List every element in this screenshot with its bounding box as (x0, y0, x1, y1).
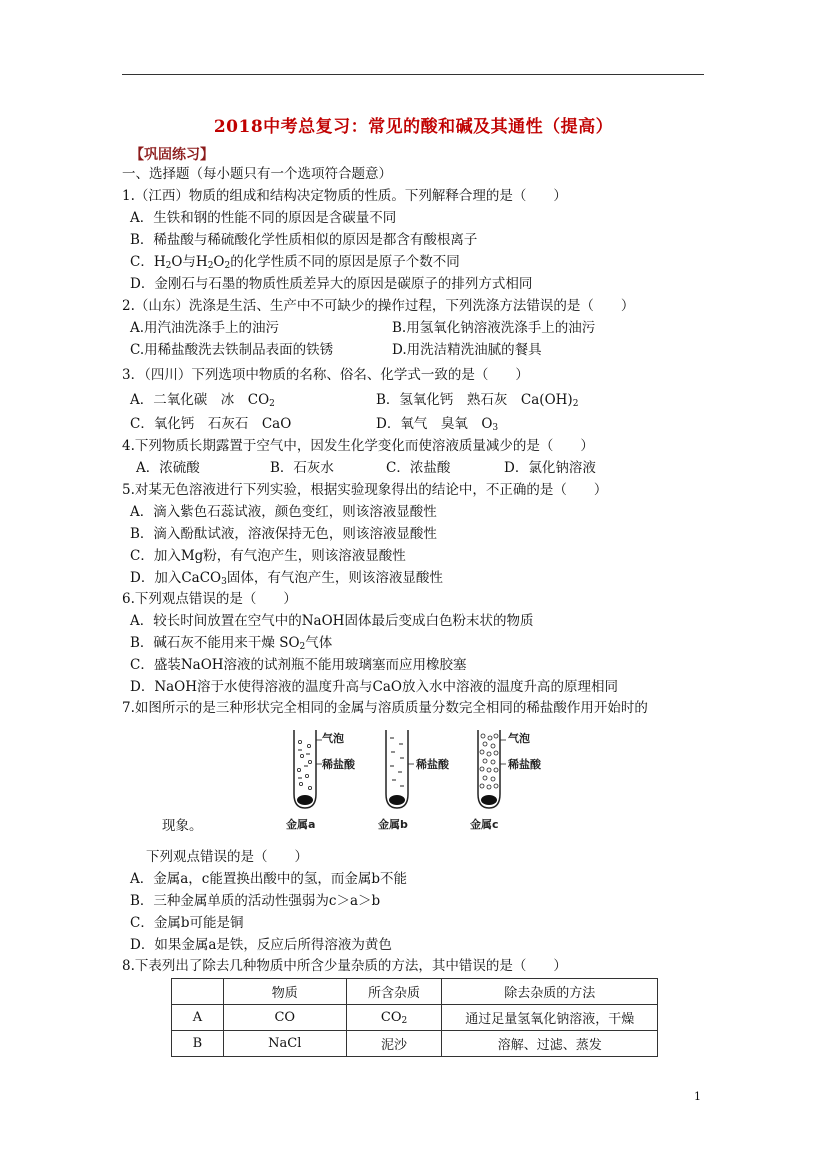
q5-stem: 5.对某无色溶液进行下列实验，根据实验现象得出的结论中，不正确的是（ ） (122, 482, 608, 498)
header-rule (122, 74, 704, 75)
tube-b (386, 730, 414, 808)
q1-option-c: C．$H_2O$与$H_2O_2$的化学性质不同的原因是原子个数不同 (130, 254, 460, 271)
q2-option-d: D.用洗洁精洗油腻的餐具 (392, 342, 542, 358)
q3-option-c: C．氧化钙 石灰石 CaO (130, 416, 292, 432)
table-cell: 泥沙 (346, 1031, 442, 1057)
q3-option-b: B．氢氧化钙 熟石灰 $Ca(OH)_2$ (376, 392, 579, 409)
table-header-cell: 除去杂质的方法 (442, 979, 658, 1005)
q3-option-a: A．二氧化碳 冰 $CO_2$ (130, 392, 275, 409)
table-cell: CO (223, 1005, 346, 1031)
q2-option-a: A.用汽油洗涤手上的油污 (130, 320, 280, 336)
label-acid-a: 稀盐酸 (322, 758, 355, 771)
table-cell: 通过足量氢氧化钠溶液，干燥 (442, 1005, 658, 1031)
section-heading: 【巩固练习】 (130, 147, 214, 163)
table-cell: 溶解、过滤、蒸发 (442, 1031, 658, 1057)
table-header-cell: 物质 (223, 979, 346, 1005)
q8-stem: 8.下表列出了除去几种物质中所含少量杂质的方法，其中错误的是（ ） (122, 958, 567, 974)
q6-option-d: D．NaOH溶于水使得溶液的温度升高与CaO放入水中溶液的温度升高的原理相同 (130, 679, 618, 695)
test-tube-figure (282, 724, 562, 836)
q7-option-a: A．金属a，c能置换出酸中的氢，而金属b不能 (130, 871, 407, 887)
q5-option-c: C．加入Mg粉，有气泡产生，则该溶液显酸性 (130, 548, 406, 564)
table-cell: B (172, 1031, 224, 1057)
q6-option-a: A．较长时间放置在空气中的NaOH固体最后变成白色粉末状的物质 (130, 613, 534, 629)
q3-option-d: D．氧气 臭氧 $O_3$ (376, 416, 499, 433)
q1-option-a: A．生铁和钢的性能不同的原因是含碳量不同 (130, 210, 397, 226)
impurity-table (171, 978, 658, 1057)
q7-tail: 现象。 (162, 818, 203, 834)
label-bubbles-a: 气泡 (322, 732, 344, 745)
table-header-row (172, 979, 658, 1005)
intro-text: 一、选择题（每小题只有一个选项符合题意） (122, 166, 392, 182)
q4-option-b: B．石灰水 (270, 460, 334, 476)
q6-option-c: C．盛装NaOH溶液的试剂瓶不能用玻璃塞而应用橡胶塞 (130, 657, 467, 673)
page-number: 1 (694, 1090, 701, 1103)
table-cell: A (172, 1005, 224, 1031)
table-cell: NaCl (223, 1031, 346, 1057)
q7-option-b: B．三种金属单质的活动性强弱为c＞a＞b (130, 893, 381, 909)
q4-option-c: C．浓盐酸 (386, 460, 451, 476)
label-metal-c: 金属c (470, 818, 499, 831)
table-row (172, 1005, 658, 1031)
q1-option-b: B．稀盐酸与稀硫酸化学性质相似的原因是都含有酸根离子 (130, 232, 478, 248)
q6-option-b: B．碱石灰不能用来干燥 $SO_2$气体 (130, 635, 333, 652)
q5-option-a: A．滴入紫色石蕊试液，颜色变红，则该溶液显酸性 (130, 504, 437, 520)
q4-option-a: A．浓硫酸 (136, 460, 200, 476)
tube-c (478, 730, 506, 808)
q7-option-d: D．如果金属a是铁，反应后所得溶液为黄色 (130, 937, 392, 953)
q5-option-d: D．加入CaCO$_3$固体，有气泡产生，则该溶液显酸性 (130, 570, 443, 587)
label-metal-b: 金属b (378, 818, 408, 831)
table-header-cell: 所含杂质 (346, 979, 442, 1005)
q4-stem: 4.下列物质长期露置于空气中，因发生化学变化而使溶液质量减少的是（ ） (122, 438, 594, 454)
tube-a (294, 730, 322, 808)
q7-substem: 下列观点错误的是（ ） (146, 849, 308, 865)
label-acid-b: 稀盐酸 (416, 758, 449, 771)
table-row (172, 1031, 658, 1057)
table-cell: $CO_2$ (346, 1005, 442, 1031)
q3-stem: 3．（四川）下列选项中物质的名称、俗名、化学式一致的是（ ） (122, 367, 529, 383)
page-title: 2018中考总复习：常见的酸和碱及其通性（提高） (213, 117, 614, 137)
label-metal-a: 金属a (286, 818, 316, 831)
label-acid-c: 稀盐酸 (508, 758, 541, 771)
table-header-cell (172, 979, 224, 1005)
q7-option-c: C．金属b可能是铜 (130, 915, 244, 931)
q6-stem: 6.下列观点错误的是（ ） (122, 591, 297, 607)
q7-stem: 7.如图所示的是三种形状完全相同的金属与溶质质量分数完全相同的稀盐酸作用开始时的 (122, 700, 648, 716)
q2-stem: 2.（山东）洗涤是生活、生产中不可缺少的操作过程，下列洗涤方法错误的是（ ） (122, 298, 635, 314)
q1-option-d: D．金刚石与石墨的物质性质差异大的原因是碳原子的排列方式相同 (130, 276, 533, 292)
q1-stem: 1.（江西）物质的组成和结构决定物质的性质。下列解释合理的是（ ） (122, 188, 567, 204)
q2-option-c: C.用稀盐酸洗去铁制品表面的铁锈 (130, 342, 334, 358)
q5-option-b: B．滴入酚酞试液，溶液保持无色，则该溶液显酸性 (130, 526, 437, 542)
q4-option-d: D．氯化钠溶液 (504, 460, 596, 476)
label-bubbles-c: 气泡 (508, 732, 530, 745)
q2-option-b: B.用氢氧化钠溶液洗涤手上的油污 (392, 320, 596, 336)
